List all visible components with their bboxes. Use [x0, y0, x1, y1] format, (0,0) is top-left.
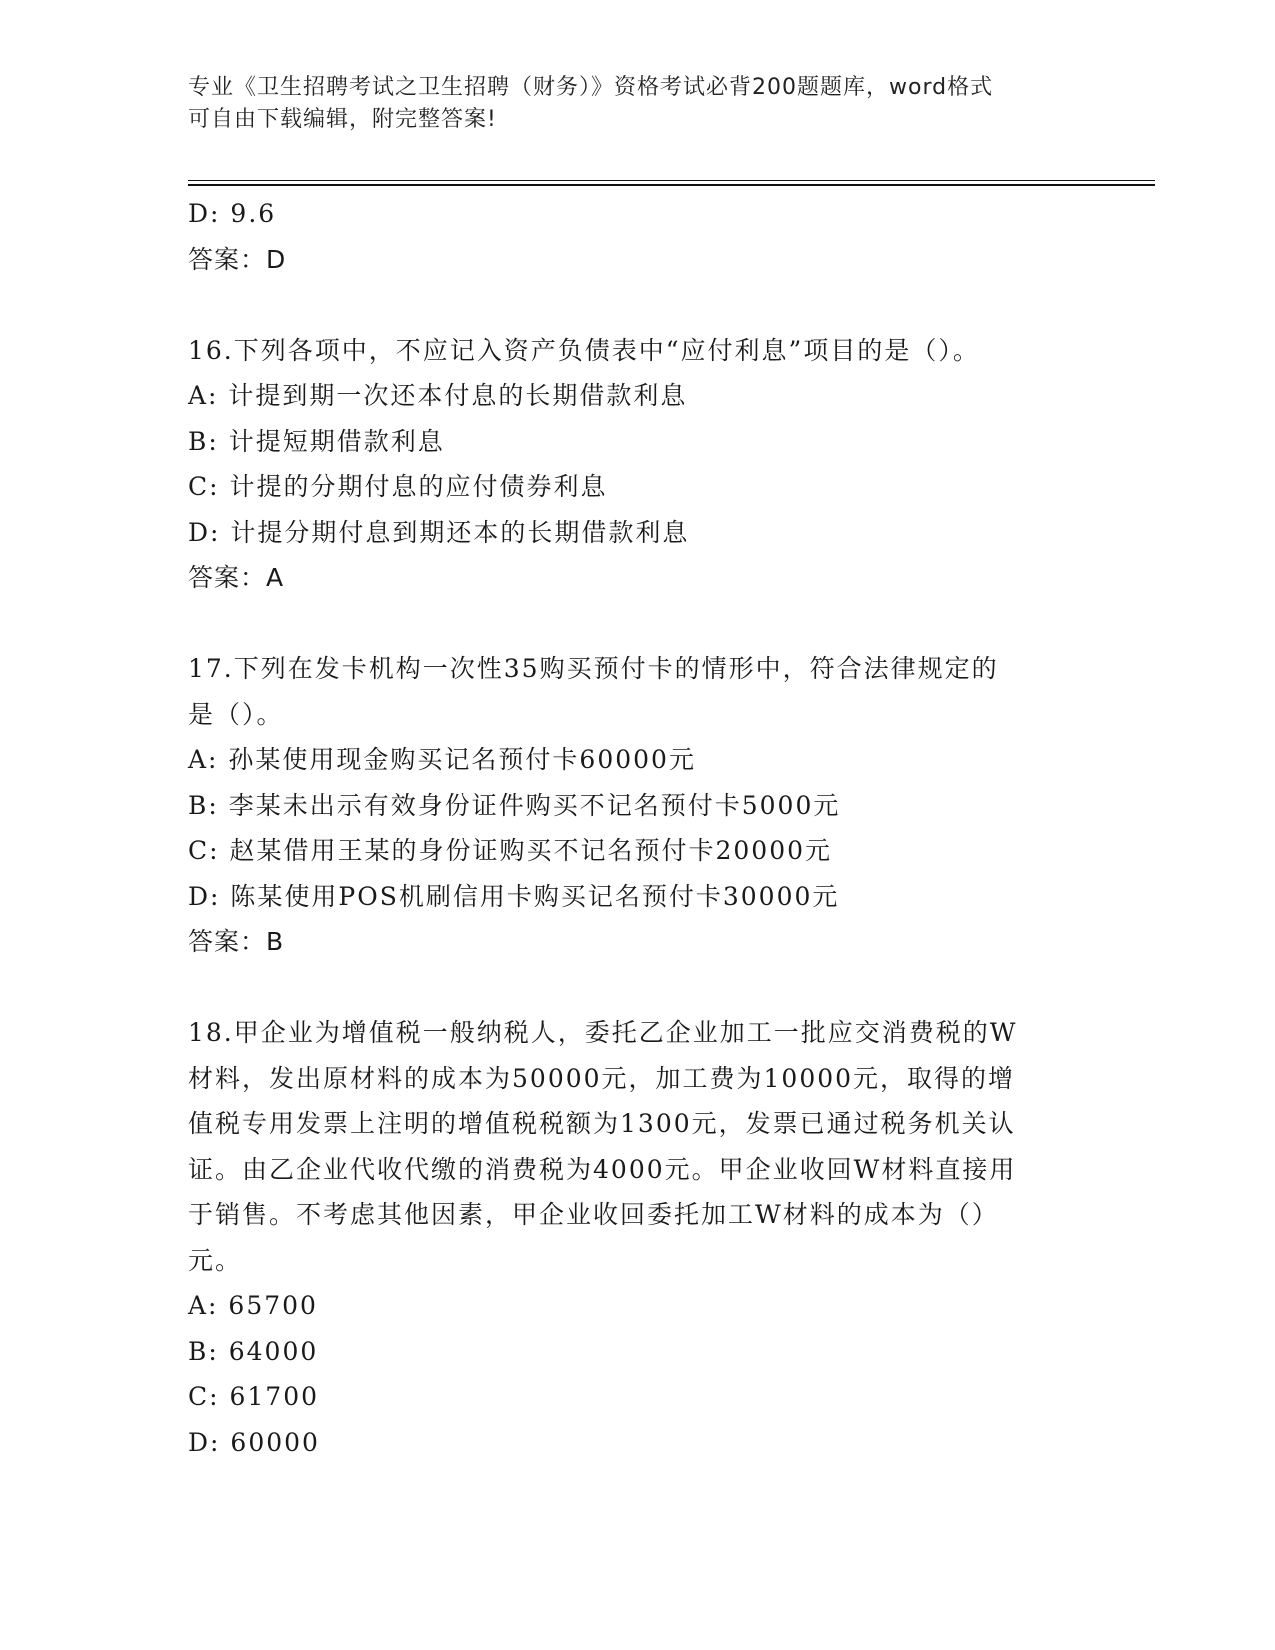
q18-option-c: C: 61700	[188, 1382, 320, 1411]
q16-option-b: B: 计提短期借款利息	[188, 426, 445, 456]
header-line-2: 可自由下载编辑，附完整答案!	[188, 107, 497, 132]
header-line-1: 专业《卫生招聘考试之卫生招聘（财务）》资格考试必背200题题库，word格式	[188, 75, 994, 100]
q17-option-c: C: 赵某借用王某的身份证购买不记名预付卡20000元	[188, 836, 833, 865]
question-18	[188, 1010, 1068, 1465]
q17-stem-line-2: 是（）。	[188, 699, 284, 729]
q18-stem-line-5: 于销售。不考虑其他因素，甲企业收回委托加工W材料的成本为（）	[188, 1200, 999, 1229]
spacer	[188, 965, 1068, 1011]
q16-option-a: A: 计提到期一次还本付息的长期借款利息	[188, 381, 688, 410]
q16-option-c: C: 计提的分期付息的应付债券利息	[188, 472, 608, 501]
q17-answer: 答案：B	[188, 927, 285, 956]
q18-stem-line-6: 元。	[188, 1245, 243, 1275]
q18-option-a: A: 65700	[188, 1291, 318, 1320]
q18-stem-line-3: 值税专用发票上注明的增值税税额为1300元，发票已通过税务机关认	[188, 1109, 1016, 1138]
q17-option-d: D: 陈某使用POS机刷信用卡购买记名预付卡30000元	[188, 881, 840, 911]
header-divider-thick	[188, 184, 1155, 186]
header-divider-thin	[188, 180, 1155, 181]
q16-stem: 16.下列各项中，不应记入资产负债表中“应付利息”项目的是（）。	[188, 335, 980, 365]
q16-option-d: D: 计提分期付息到期还本的长期借款利息	[188, 517, 690, 547]
spacer	[188, 282, 1068, 328]
q18-option-b: B: 64000	[188, 1336, 319, 1366]
question-17	[188, 646, 1068, 965]
q18-stem-line-2: 材料，发出原材料的成本为50000元，加工费为10000元，取得的增	[188, 1063, 1016, 1093]
q17-stem-line-1: 17.下列在发卡机构一次性35购买预付卡的情形中，符合法律规定的	[188, 654, 999, 683]
q18-option-d: D: 60000	[188, 1427, 320, 1457]
document-header	[188, 72, 1068, 136]
spacer	[188, 601, 1068, 647]
q16-answer: 答案：A	[188, 563, 285, 592]
prev-answer: 答案：D	[188, 244, 287, 274]
document-body	[188, 191, 1068, 1465]
prev-option-d: D: 9.6	[188, 199, 277, 228]
q18-stem-line-4: 证。由乙企业代收代缴的消费税为4000元。甲企业收回W材料直接用	[188, 1154, 1017, 1184]
q18-stem-line-1: 18.甲企业为增值税一般纳税人，委托乙企业加工一批应交消费税的W	[188, 1018, 1018, 1047]
q17-option-a: A: 孙某使用现金购买记名预付卡60000元	[188, 745, 696, 774]
question-16	[188, 328, 1068, 601]
q17-option-b: B: 李某未出示有效身份证件购买不记名预付卡5000元	[188, 790, 841, 820]
